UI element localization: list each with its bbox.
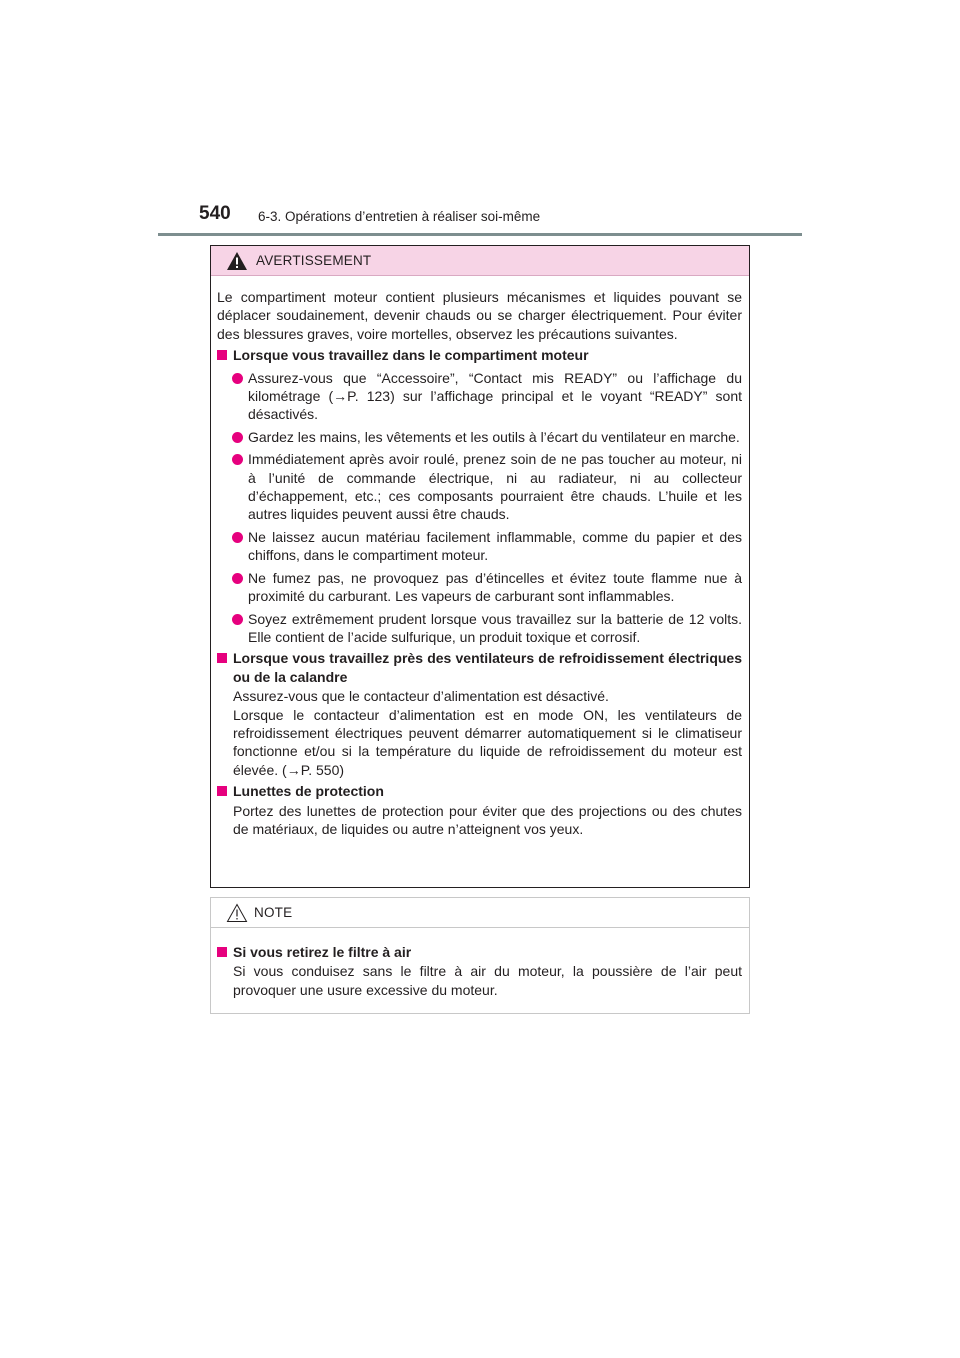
paragraph: Assurez-vous que le contacteur d’alimentation est désactivé. (233, 688, 609, 705)
list-item (217, 369, 742, 424)
section-heading (217, 649, 742, 686)
list-item (217, 528, 742, 565)
note-label: NOTE (254, 905, 293, 920)
list-item (217, 569, 742, 606)
list-item-text: Ne fumez pas, ne provoquez pas d’étincelles et évitez toute flamme nue à proximité du carburant. Les vapeurs de carburant sont inflammables. (248, 569, 742, 605)
circle-bullet-icon (232, 373, 243, 384)
list-item (217, 610, 742, 647)
warning-intro: Le compartiment moteur contient plusieurs mécanismes et liquides pouvant se déplacer soudainement, devenir chauds ou se charger électriquement. Pour éviter des blessures graves, voire mortelles, observez les précautions suivantes. (217, 289, 742, 342)
section-heading-text: Si vous retirez le filtre à air (233, 944, 412, 960)
circle-bullet-icon (232, 532, 243, 543)
paragraph: Si vous conduisez sans le filtre à air du moteur, la poussière de l’air peut provoquer une usure excessive du moteur. (233, 963, 742, 998)
list-item-text: Ne laissez aucun matériau facilement inflammable, comme du papier et des chiffons, dans le compartiment moteur. (248, 528, 742, 564)
list-item-text: Immédiatement après avoir roulé, prenez soin de ne pas toucher au moteur, ni à l’unité de commande électrique, ni au radiateur, ni au collecteur d’échappement, etc.; ces composants pourraient être chauds. L’huile et les autres liquides peuvent aussi être chauds. (248, 451, 742, 523)
square-bullet-icon (217, 947, 227, 957)
header-rule (158, 233, 802, 236)
circle-bullet-icon (232, 432, 243, 443)
circle-bullet-icon (232, 614, 243, 625)
list-item (217, 450, 742, 524)
list-item-text: Gardez les mains, les vêtements et les outils à l’écart du ventilateur en marche. (248, 428, 740, 445)
section-heading (217, 782, 742, 800)
section-heading (217, 943, 742, 961)
section-heading (217, 346, 742, 364)
list-item (217, 428, 742, 446)
warning-label: AVERTISSEMENT (256, 253, 372, 268)
note-body (211, 928, 749, 999)
warning-box (210, 245, 750, 888)
warning-header (211, 246, 749, 276)
paragraph: Portez des lunettes de protection pour éviter que des projections ou des chutes de matériaux, de liquides ou autre n’atteignent vos yeux. (233, 802, 742, 837)
square-bullet-icon (217, 786, 227, 796)
paragraph: Lorsque le contacteur d’alimentation est en mode ON, les ventilateurs de refroidissement électriques peuvent démarrer automatiquement si le climatiseur fonctionne et/ou si la température du liquide de refroidissement du moteur est élevée. (→P. 550) (233, 706, 742, 778)
section-title: 6-3. Opérations d’entretien à réaliser soi-même (258, 209, 541, 224)
square-bullet-icon (217, 350, 227, 360)
caution-triangle-icon (226, 903, 248, 923)
circle-bullet-icon (232, 454, 243, 465)
list-item-text: Assurez-vous que “Accessoire”, “Contact mis READY” ou l’affichage du kilométrage (→P. 123) sur l’affichage principal et le voyant “READY” sont désactivés. (248, 369, 742, 423)
list-item-text: Soyez extrêmement prudent lorsque vous travaillez sur la batterie de 12 volts. Elle contient de l’acide sulfurique, un produit toxique et corrosif. (248, 610, 742, 645)
section-heading-text: Lorsque vous travaillez près des ventilateurs de refroidissement électriques ou de la calandre (233, 650, 742, 685)
note-header (211, 898, 749, 928)
section-heading-text: Lorsque vous travaillez dans le compartiment moteur (233, 347, 589, 364)
section-heading-text: Lunettes de protection (233, 783, 384, 800)
note-box (210, 897, 750, 1014)
square-bullet-icon (217, 653, 227, 663)
page-number: 540 (199, 203, 231, 224)
warning-triangle-icon (226, 251, 248, 271)
warning-body (211, 276, 749, 838)
circle-bullet-icon (232, 573, 243, 584)
